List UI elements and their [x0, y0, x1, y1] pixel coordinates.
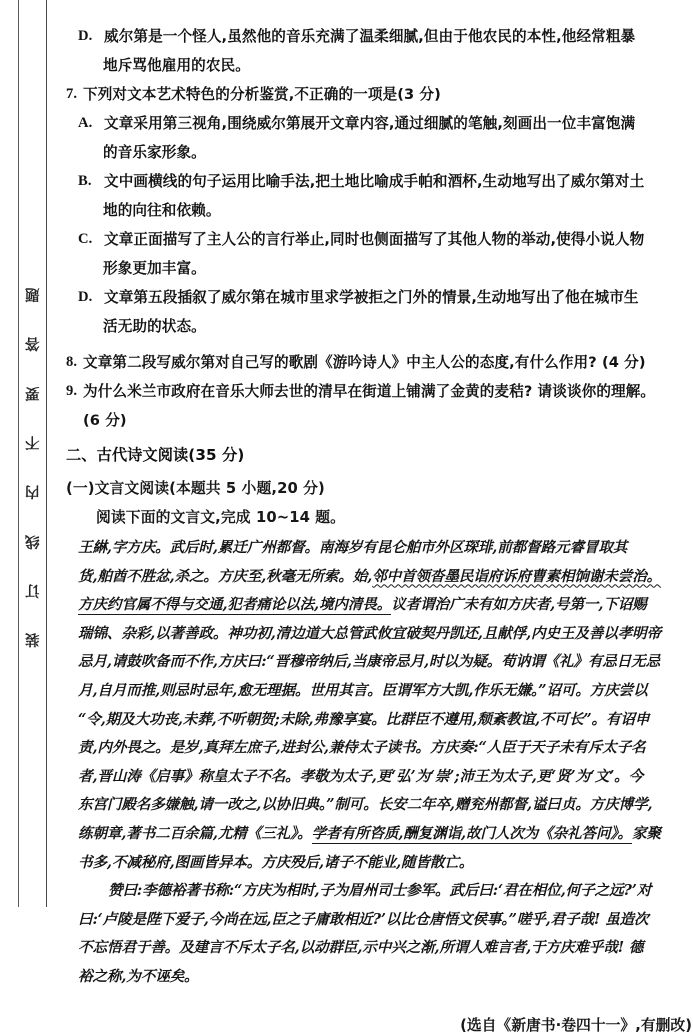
- option-item: [78, 167, 644, 196]
- option-item: [78, 225, 644, 254]
- binding-note-char: 不: [25, 433, 40, 450]
- passage-line: [78, 934, 692, 963]
- passage-line: [78, 820, 692, 849]
- binding-note-char: 线: [25, 532, 40, 549]
- passage-line: [78, 620, 692, 649]
- option-text: 文章正面描写了主人公的言行举止,同时也侧面描写了其他人物的举动,使得小说人物: [104, 231, 645, 248]
- passage-underlined-text: 学者有所咨质,酬复渊诣,故门人次为《杂礼答问》。: [311, 825, 632, 842]
- passage-line: [78, 877, 692, 906]
- passage-text: 裕之称,为不诬矣。: [78, 968, 199, 985]
- option-label: B.: [78, 173, 92, 189]
- passage-text: 赞曰:李德裕著书称:“方庆为相时,子为眉州司士参军。武后曰:‘君在相位,何子之远?’对: [108, 882, 652, 900]
- passage-attribution-holder: [78, 1014, 693, 1035]
- section-heading: 二、古代诗文阅读(35 分): [66, 446, 245, 464]
- passage-text: 书多,不减秘府,图画皆异本。方庆殁后,诸子不能业,随皆散亡。: [78, 853, 474, 871]
- option-text-cont: 活无助的状态。: [103, 318, 206, 335]
- passage-text: “令,期及大功丧,未葬,不听朝贺;未除,弗豫享宴。比群臣不遵用,颓紊教谊,不可长”。有诏申: [78, 710, 650, 728]
- passage-text: 瑞锦、杂彩,以著善政。神功初,清边道大总管武攸宜破契丹凯还,且献俘,内史王及善以孝明帝: [78, 624, 662, 642]
- passage-text: 议者谓治广未有如方庆者,号第一,下诏赐: [391, 596, 647, 614]
- option-label: A.: [78, 115, 93, 131]
- option-text: 威尔第是一个怪人,虽然他的音乐充满了温柔细腻,但由于他农民的本性,他经常粗暴: [104, 28, 636, 45]
- passage-line: [78, 563, 692, 592]
- option-label: C.: [78, 231, 93, 247]
- option-text-cont: 的音乐家形象。: [103, 144, 206, 161]
- passage-text: 忌月,请鼓吹备而不作,方庆曰:“晋穆帝纳后,当康帝忌月,时以为疑。荀讷谓《礼》有忌日无忌: [78, 653, 661, 671]
- question-number: 9.: [66, 383, 78, 399]
- question-stem: 文章第二段写威尔第对自己写的歌剧《游吟诗人》中主人公的态度,有什么作用? (4 分): [83, 354, 646, 371]
- question-stem: 下列对文本艺术特色的分析鉴赏,不正确的一项是(3 分): [83, 86, 441, 103]
- option-text: 文中画横线的句子运用比喻手法,把土地比喻成手帕和酒杯,生动地写出了威尔第对土: [104, 173, 645, 190]
- passage-wavy-underlined-text: 邻中首领沓墨民诣府诉府曹素相饷谢未尝治。: [372, 567, 662, 585]
- passage-line: [78, 706, 692, 735]
- option-text: 文章采用第三视角,围绕威尔第展开文章内容,通过细腻的笔触,刻画出一位丰富饱满: [104, 115, 636, 132]
- option-item: [78, 109, 635, 138]
- question-number: 8.: [66, 354, 78, 370]
- passage-line: [78, 763, 692, 792]
- passage-line: [78, 534, 692, 563]
- question-8: [66, 348, 646, 377]
- content-column: [66, 0, 692, 1034]
- question-9: [66, 377, 655, 406]
- binding-note-char: 订: [25, 581, 40, 598]
- passage-line: [78, 734, 692, 763]
- passage-text: 月,自月而推,则忌时忌年,愈无理据。世用其言。臣谓军方大凯,作乐无嫌。”诏可。方庆尝以: [78, 682, 648, 699]
- passage-text: 者,晋山涛《启事》称皇太子不名。孝敬为太子,更‘弘’为‘崇’;沛王为太子,更‘贤’为‘文’。今: [78, 767, 644, 785]
- binding-note-char: 题: [25, 285, 40, 302]
- binding-note-char: 装: [25, 630, 40, 647]
- question-9-points: (6 分): [83, 412, 127, 429]
- binding-note-char: 答: [25, 334, 40, 351]
- binding-line-note: [20, 286, 45, 646]
- passage-text: 责,内外畏之。是岁,真拜左庶子,进封公,兼侍太子读书。方庆奏:“人臣于天子未有斥太子名: [78, 739, 646, 757]
- passage-text: 家聚: [632, 825, 661, 842]
- passage-line: [78, 906, 692, 935]
- passage-text: 练朝章,著书二百余篇,尤精《三礼》。: [78, 825, 312, 842]
- passage-line: [78, 791, 692, 820]
- passage-text: 货,舶酋不胜忿,杀之。方庆至,秋毫无所索。始,: [78, 567, 373, 585]
- passage-text: 东宫门殿名多嫌触,请一改之,以协旧典。”制可。长安二年卒,赠兖州都督,谥曰贞。方庆博学,: [78, 796, 653, 814]
- passage-text: 王綝,字方庆。武后时,累迁广州都督。南海岁有昆仑舶市外区琛琲,前都督路元睿冒取其: [78, 539, 628, 556]
- section-subheading: (一)文言文阅读(本题共 5 小题,20 分): [66, 480, 325, 497]
- option-text-cont: 形象更加丰富。: [103, 260, 206, 277]
- option-label: D.: [78, 28, 93, 44]
- binding-rule-inner: [46, 0, 47, 907]
- passage-line: [78, 591, 692, 620]
- passage-source: (选自《新唐书·卷四十一》,有删改): [460, 1016, 692, 1034]
- passage-text: 不忘悟君于善。及建言不斥太子名,以动群臣,示中兴之渐,所谓人难言者,于方庆难乎哉! 德: [78, 939, 644, 957]
- question-7: [66, 80, 441, 109]
- option-item: [78, 283, 639, 312]
- passage-line: [78, 677, 692, 706]
- question-stem: 为什么米兰市政府在音乐大师去世的清早在街道上铺满了金黄的麦秸? 请谈谈你的理解。: [83, 383, 656, 400]
- option-item: [78, 22, 635, 51]
- passage-line: [78, 648, 692, 677]
- passage-text: 曰:‘卢陵是陛下爱子,今尚在远,臣之子庸敢相近?’以比仓唐悟文侯事。”嗟乎,君子哉! 虽造次: [78, 910, 649, 928]
- option-text: 文章第五段插叙了威尔第在城市里求学被拒之门外的情景,生动地写出了他在城市生: [104, 289, 639, 306]
- passage-underlined-text: 方庆约官属不得与交通,犯者痛论以法,境内清畏。: [78, 596, 392, 614]
- binding-note-char: 要: [25, 384, 40, 401]
- binding-rule-outer: [18, 0, 19, 907]
- passage-line: [78, 849, 692, 878]
- binding-note-char: 内: [25, 482, 40, 499]
- question-number: 7.: [66, 86, 78, 102]
- passage-line: [78, 963, 692, 992]
- option-label: D.: [78, 289, 93, 305]
- option-text-cont: 地的向往和依赖。: [103, 202, 221, 219]
- option-text-cont: 地斥骂他雇用的农民。: [103, 57, 250, 74]
- reading-instruction: 阅读下面的文言文,完成 10~14 题。: [96, 509, 346, 526]
